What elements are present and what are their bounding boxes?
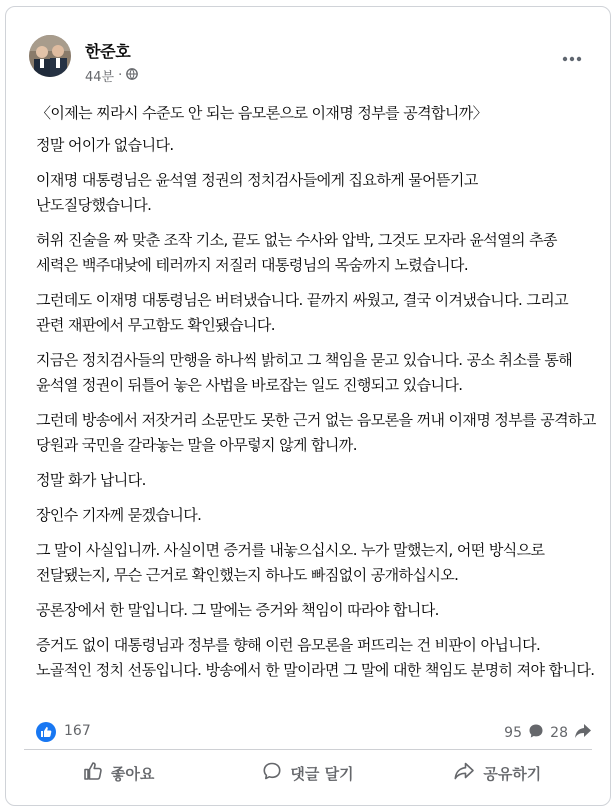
post-paragraph: 공론장에서 한 말입니다. 그 말에는 증거와 책임이 따라야 합니다. (36, 601, 439, 619)
post-paragraph: 증거도 없이 대통령님과 정부를 향해 이런 음모론을 퍼뜨리는 건 비판이 아닙니다. 노골적인 정치 선동입니다. 방송에서 한 말이라면 그 말에 대한 책임도 분명히 져야 합니다. (36, 636, 595, 679)
share-button[interactable] (403, 753, 592, 793)
post-time[interactable]: 44분 (85, 70, 115, 85)
post-paragraph: 지금은 정치검사들의 만행을 하나씩 밝히고 그 책임을 묻고 있습니다. 공소 취소를 통해 윤석열 정권이 뒤틀어 놓은 사법을 바로잡는 일도 진행되고 있습니다. (36, 351, 573, 394)
post-paragraph: 허위 진술을 짜 맞춘 조작 기소, 끝도 없는 수사와 압박, 그것도 모자라 윤석열의 추종 세력은 백주대낮에 테러까지 저질러 대통령님의 목숨까지 노렸습니다. (36, 231, 557, 274)
author-name[interactable]: 한준호 (85, 42, 131, 61)
like-button[interactable] (24, 753, 213, 793)
share-icon (453, 761, 475, 785)
like-count[interactable]: 167 (64, 723, 91, 739)
actions-divider (24, 749, 592, 750)
comment-count-value: 95 (504, 725, 522, 741)
comment-count[interactable] (504, 723, 544, 743)
post-paragraph: 정말 화가 납니다. (36, 471, 146, 489)
post-card (5, 6, 611, 806)
post-paragraph: 이재명 대통령님은 윤석열 정권의 정치검사들에게 집요하게 물어뜯기고 난도질당했습니다. (36, 171, 478, 214)
globe-icon (126, 68, 138, 84)
more-options-icon[interactable] (560, 47, 584, 71)
share-count[interactable] (550, 723, 592, 743)
author-avatar[interactable] (29, 35, 71, 77)
comment-icon (262, 761, 282, 785)
post-title: 〈이제는 찌라시 수준도 안 되는 음모론으로 이재명 정부를 공격합니까〉 (36, 104, 488, 122)
like-button-label: 좋아요 (110, 764, 155, 783)
post-actions (24, 753, 592, 793)
share-arrow-icon (574, 723, 592, 743)
post-stats (32, 719, 592, 747)
post-paragraph: 그 말이 사실입니까. 사실이면 증거를 내놓으십시오. 누가 말했는지, 어떤 방식으로 전달됐는지, 무슨 근거로 확인했는지 하나도 빠짐없이 공개하십시오. (36, 541, 545, 584)
thumbs-up-icon (83, 761, 103, 785)
comment-bubble-icon (528, 723, 544, 743)
share-count-value: 28 (550, 725, 568, 741)
post-paragraph: 그런데 방송에서 저잣거리 소문만도 못한 근거 없는 음모론을 꺼내 이재명 정부를 공격하고 당원과 국민을 갈라놓는 말을 아무렇지 않게 합니까. (36, 411, 596, 454)
post-paragraph: 정말 어이가 없습니다. (36, 136, 174, 154)
share-button-label: 공유하기 (483, 764, 542, 783)
comment-button[interactable] (213, 753, 402, 793)
post-header (24, 33, 592, 93)
post-meta: 44분 · (85, 66, 138, 85)
like-reaction-icon[interactable] (36, 722, 56, 742)
post-body (36, 101, 596, 693)
post-paragraph: 장인수 기자께 묻겠습니다. (36, 506, 202, 524)
comment-button-label: 댓글 달기 (290, 764, 354, 783)
post-paragraph: 그런데도 이재명 대통령님은 버텨냈습니다. 끝까지 싸웠고, 결국 이겨냈습니다. 그리고 관련 재판에서 무고함도 확인됐습니다. (36, 291, 569, 334)
